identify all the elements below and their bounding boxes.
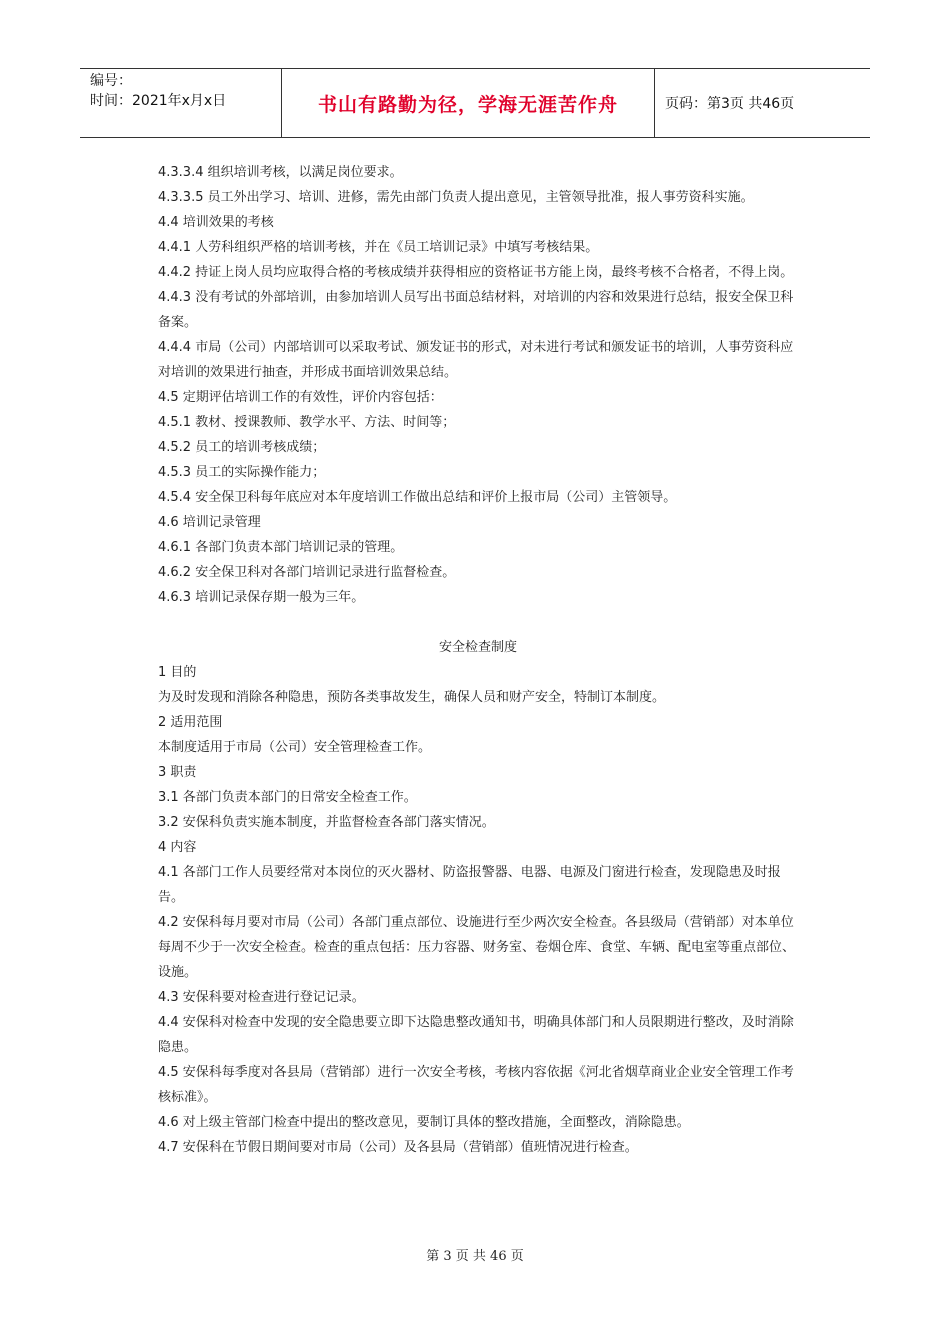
paragraph: 4.4 培训效果的考核	[158, 215, 274, 230]
paragraph: 4.2 安保科每月要对市局（公司）各部门重点部位、设施进行至少两次安全检查。各县级局（营销部）对本单位每周不少于一次安全检查。检查的重点包括：压力容器、财务室、卷烟仓库、食堂、车辆、配电室等重点部位、设施。	[158, 915, 796, 980]
paragraph: 4.6 培训记录管理	[158, 515, 261, 530]
paragraph: 4.5.2 员工的培训考核成绩；	[158, 440, 326, 455]
paragraph: 3 职责	[158, 765, 197, 780]
paragraph: 4.5 安保科每季度对各县局（营销部）进行一次安全考核，考核内容依据《河北省烟草商业企业安全管理工作考核标准》。	[158, 1065, 794, 1105]
paragraph: 4.6.3 培训记录保存期一般为三年。	[158, 590, 365, 605]
paragraph: 4.6.1 各部门负责本部门培训记录的管理。	[158, 540, 404, 555]
document-body	[158, 160, 798, 1160]
paragraph: 4.3 安保科要对检查进行登记记录。	[158, 990, 365, 1005]
paragraph: 4 内容	[158, 840, 197, 855]
header-page-info: 页码：第3页 共46页	[665, 96, 795, 112]
paragraph: 4.4 安保科对检查中发现的安全隐患要立即下达隐患整改通知书，明确具体部门和人员限期进行整改，及时消除隐患。	[158, 1015, 794, 1055]
paragraph: 4.6.2 安全保卫科对各部门培训记录进行监督检查。	[158, 565, 456, 580]
header-meta	[80, 69, 282, 137]
paragraph: 4.4.1 人劳科组织严格的培训考核，并在《员工培训记录》中填写考核结果。	[158, 240, 599, 255]
section-spacer	[158, 610, 798, 635]
paragraph: 4.5 定期评估培训工作的有效性，评价内容包括：	[158, 390, 443, 405]
page-footer: 第 3 页 共 46 页	[426, 1249, 524, 1264]
paragraph: 4.6 对上级主管部门检查中提出的整改意见，要制订具体的整改措施，全面整改，消除隐患。	[158, 1115, 690, 1130]
paragraph: 1 目的	[158, 665, 197, 680]
page-header	[80, 68, 870, 138]
paragraph: 4.1 各部门工作人员要经常对本岗位的灭火器材、防盗报警器、电器、电源及门窗进行检查，发现隐患及时报告。	[158, 865, 781, 905]
paragraph: 4.3.3.5 员工外出学习、培训、进修，需先由部门负责人提出意见，主管领导批准，报人事劳资科实施。	[158, 190, 754, 205]
paragraph: 3.2 安保科负责实施本制度，并监督检查各部门落实情况。	[158, 815, 495, 830]
paragraph: 4.4.3 没有考试的外部培训，由参加培训人员写出书面总结材料，对培训的内容和效果进行总结，报安全保卫科备案。	[158, 290, 794, 330]
paragraph: 3.1 各部门负责本部门的日常安全检查工作。	[158, 790, 417, 805]
code-label: 编号：	[90, 73, 132, 89]
paragraph: 4.5.3 员工的实际操作能力；	[158, 465, 326, 480]
paragraph: 本制度适用于市局（公司）安全管理检查工作。	[158, 740, 432, 755]
header-slogan: 书山有路勤为径，学海无涯苦作舟	[282, 69, 655, 137]
paragraph: 4.4.4 市局（公司）内部培训可以采取考试、颁发证书的形式，对未进行考试和颁发证书的培训，人事劳资科应对培训的效果进行抽查，并形成书面培训效果总结。	[158, 340, 794, 380]
paragraph: 为及时发现和消除各种隐患，预防各类事故发生，确保人员和财产安全，特制订本制度。	[158, 690, 666, 705]
paragraph: 4.5.4 安全保卫科每年底应对本年度培训工作做出总结和评价上报市局（公司）主管领导。	[158, 490, 677, 505]
date-line: 时间：2021年x月x日	[90, 93, 227, 109]
paragraph: 2 适用范围	[158, 715, 223, 730]
paragraph: 4.3.3.4 组织培训考核，以满足岗位要求。	[158, 165, 403, 180]
paragraph: 4.7 安保科在节假日期间要对市局（公司）及各县局（营销部）值班情况进行检查。	[158, 1140, 638, 1155]
paragraph: 4.4.2 持证上岗人员均应取得合格的考核成绩并获得相应的资格证书方能上岗，最终考核不合格者，不得上岗。	[158, 265, 794, 280]
paragraph: 4.5.1 教材、授课教师、教学水平、方法、时间等；	[158, 415, 456, 430]
section-title: 安全检查制度	[438, 640, 517, 655]
